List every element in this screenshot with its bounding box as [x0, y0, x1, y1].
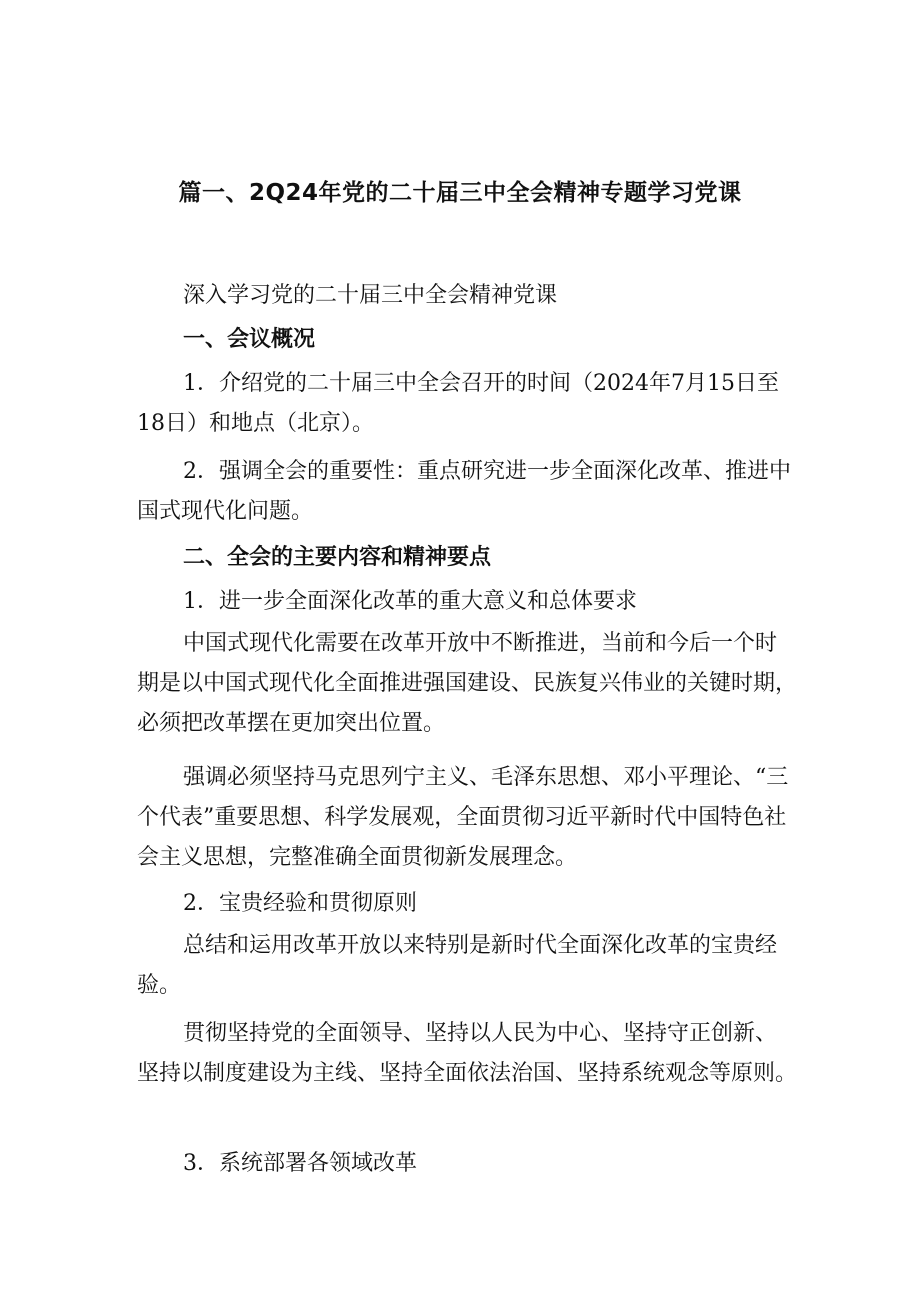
subheading-3: 3．系统部署各领域改革	[183, 1151, 417, 1176]
section-heading-1: 一、会议概况	[183, 327, 316, 352]
paragraph-subtitle: 深入学习党的二十届三中全会精神党课	[183, 283, 558, 308]
paragraph-meeting-importance: 2．强调全会的重要性：重点研究进一步全面深化改革、推进中国式现代化问题。	[137, 459, 791, 524]
paragraph-principles: 贯彻坚持党的全面领导、坚持以人民为中心、坚持守正创新、坚持以制度建设为主线、坚持全面依法治国、坚持系统观念等原则。	[137, 1021, 798, 1086]
subheading-2: 2．宝贵经验和贯彻原则	[183, 891, 417, 916]
subheading-1: 1．进一步全面深化改革的重大意义和总体要求	[183, 589, 637, 614]
paragraph-guiding-thought: 强调必须坚持马克思列宁主义、毛泽东思想、邓小平理论、“三个代表”重要思想、科学发展观，全面贯彻习近平新时代中国特色社会主义思想，完整准确全面贯彻新发展理念。	[137, 765, 789, 870]
section-heading-2: 二、全会的主要内容和精神要点	[183, 545, 492, 570]
paragraph-experience: 总结和运用改革开放以来特别是新时代全面深化改革的宝贵经验。	[137, 933, 778, 998]
paragraph-meeting-time: 1．介绍党的二十届三中全会召开的时间（2024年7月15日至18日）和地点（北京）。	[137, 371, 779, 436]
paragraph-modernization: 中国式现代化需要在改革开放中不断推进，当前和今后一个时期是以中国式现代化全面推进强国建设、民族复兴伟业的关键时期，必须把改革摆在更加突出位置。	[137, 631, 798, 736]
document-title: 篇一、2Q24年党的二十届三中全会精神专题学习党课	[178, 180, 742, 206]
